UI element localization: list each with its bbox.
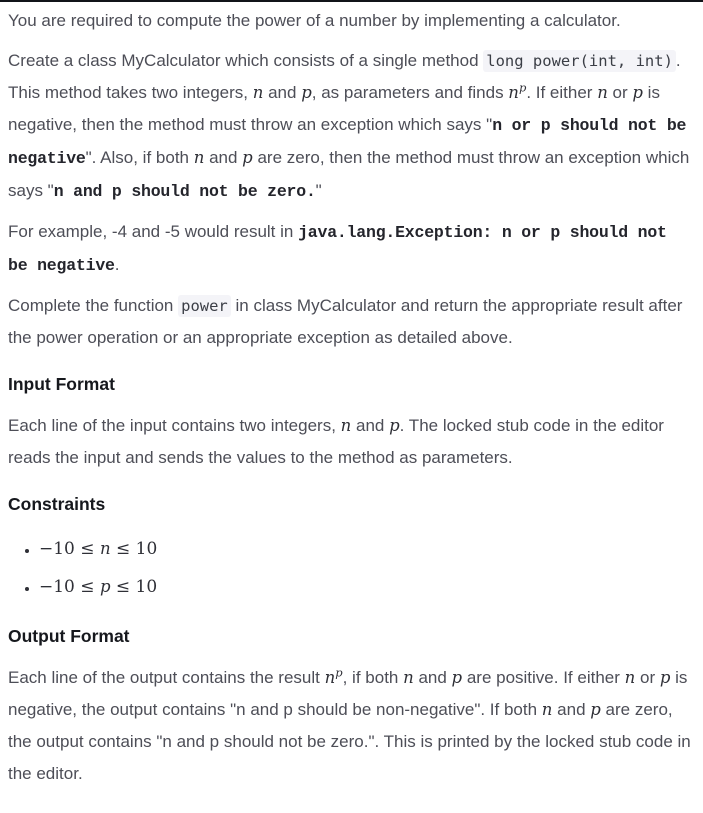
paragraph [8, 216, 694, 282]
math-var: n [597, 83, 608, 102]
math-var: n [99, 539, 111, 558]
text-run: You are required to compute the power of a number by implementing a calculator. [8, 11, 621, 30]
text-run: Input Format [8, 374, 115, 394]
math-var: n [624, 668, 636, 687]
text-run: or [635, 668, 660, 687]
text-run: and [204, 148, 243, 167]
math-expression: −10 ≤ [39, 577, 100, 597]
text-run: , as parameters and finds [311, 83, 509, 102]
text-run: are positive. If either [462, 668, 625, 687]
text-run: Output Format [8, 626, 130, 646]
text-run: is negative, the output contains "n and p should be non-negative". If both [8, 668, 688, 719]
math-expression: −10 ≤ [39, 539, 100, 559]
math-var: p [99, 577, 111, 596]
text-run: or [607, 83, 633, 102]
math-var: p [242, 148, 253, 167]
inline-code: power [178, 295, 231, 317]
math-expression: ≤ 10 [110, 539, 158, 559]
text-run: Each line of the input contains two integers, [8, 416, 341, 435]
constraints-list [8, 530, 694, 606]
section-heading [8, 620, 694, 652]
constraint-item [39, 530, 694, 568]
mono-exception-text: java.lang.Exception: n or p should not be negative [8, 223, 667, 275]
text-run: Constraints [8, 494, 106, 514]
text-run: are zero, then the method must throw an exception which says " [8, 148, 690, 200]
paragraph [8, 5, 694, 37]
math-power-base: n [324, 668, 336, 687]
math-expression: ≤ 10 [110, 577, 158, 597]
text-run: " [315, 181, 322, 200]
math-var: p [301, 83, 312, 102]
text-run: Complete the function [8, 296, 179, 315]
math-var: p [659, 668, 671, 687]
math-power-base: n [508, 83, 519, 102]
text-run: in class MyCalculator and return the appropriate result after the power operation or an appropriate exception as detailed above. [8, 296, 683, 347]
math-var: p [389, 416, 400, 435]
math-var: n [340, 416, 352, 435]
paragraph [8, 662, 694, 790]
text-run: and [351, 416, 390, 435]
math-power [324, 665, 343, 687]
text-run: are zero, the output contains "n and p should not be zero.". This is printed by the locked stub code in the editor. [8, 700, 691, 783]
math-power-exponent: p [518, 80, 527, 95]
math-power [508, 80, 527, 102]
mono-exception-text: n and p should not be zero. [53, 182, 316, 201]
math-power-exponent: p [335, 665, 343, 680]
text-run: . [114, 255, 120, 274]
text-run: For example, -4 and -5 would result in [8, 222, 299, 241]
math-var: p [632, 83, 643, 102]
text-run: . This method takes two integers, [8, 51, 681, 102]
text-run: , if both [342, 668, 404, 687]
problem-statement [0, 2, 703, 790]
math-var: n [193, 148, 205, 167]
inline-code: long power(int, int) [483, 50, 676, 72]
text-run: is negative, then the method must throw an exception which says " [8, 83, 660, 134]
text-run: and [263, 83, 302, 102]
math-var: p [451, 668, 463, 687]
math-var: n [252, 83, 264, 102]
paragraph [8, 45, 694, 208]
math-var: n [541, 700, 553, 719]
math-var: p [590, 700, 601, 719]
math-var: n [403, 668, 414, 687]
text-run: and [413, 668, 452, 687]
text-run: Create a class MyCalculator which consists of a single method [8, 51, 484, 70]
constraint-item [39, 568, 694, 606]
text-run: . If either [526, 83, 598, 102]
text-run: Each line of the output contains the result [8, 668, 325, 687]
mono-exception-text: n or p should not be negative [8, 116, 687, 168]
paragraph [8, 290, 694, 354]
section-heading [8, 368, 694, 400]
text-run: . The locked stub code in the editor reads the input and sends the values to the method as parameters. [8, 416, 664, 467]
section-heading [8, 488, 694, 520]
text-run: ". Also, if both [85, 148, 194, 167]
text-run: and [552, 700, 591, 719]
paragraph [8, 410, 694, 474]
